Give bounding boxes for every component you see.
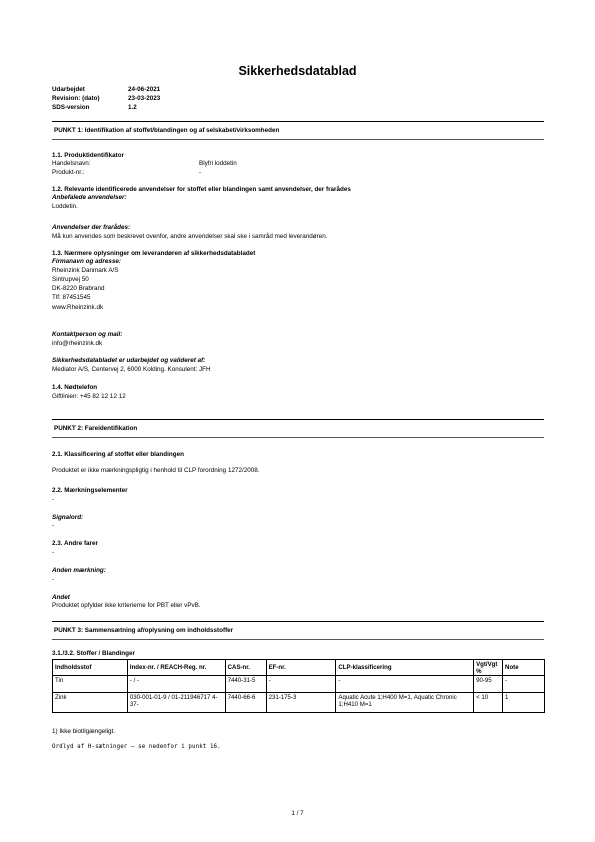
page-number: 1 / 7 [291,810,304,817]
subsection-title-2-3: 2.3. Andre farer [52,540,98,547]
section-rule [52,121,544,122]
subsection-title-1-4: 1.4. Nødtelefon [52,384,98,391]
advised-against-label: Anvendelser der frarådes: [52,224,131,231]
table-cell: 231-175-3 [266,693,336,713]
table-header-cell: CAS-nr. [225,660,266,676]
section-rule [52,437,544,438]
meta-label-prepared: Udarbejdet [52,86,85,93]
other-labelling-label: Anden mærkning: [52,567,106,574]
table-cell: 7440-31-5 [225,676,266,693]
prepared-by-value: Mediator A/S, Centervej 2, 6000 Kolding. Konsulent: JFH [52,366,211,373]
section-header-2: PUNKT 2: Fareidentifikation [54,425,138,432]
section-rule [52,419,544,420]
other-value: Produktet opfylder ikke kriterierne for PBT eller vPvB. [52,602,201,609]
subsection-title-2-2: 2.2. Mærkningselementer [52,487,128,494]
advised-against-value: Må kun anvendes som beskrevet ovenfor, andre anvendelser skal ske i samråd med leverandøren. [52,233,328,240]
recommended-uses-value: Loddetin. [52,203,78,210]
meta-label-version: SDS-version [52,104,90,111]
product-no-value: - [199,169,202,176]
table-cell: - [503,676,545,693]
document-title: Sikkerhedsdatablad [238,64,357,78]
table-cell: Tin [53,676,128,693]
table-row [53,693,545,713]
table-cell: 7440-66-6 [225,693,266,713]
section-header-1: PUNKT 1: Identifikation af stoffet/blandingen og af selskabet/virksomheden [54,127,280,134]
emergency-phone: Giftlinien: +45 82 12 12 12 [52,393,126,400]
subsection-title-1-2: 1.2. Relevante identificerede anvendelser for stoffet eller blandingen samt anvendelser, der frarådes [52,186,351,193]
meta-value-revision: 23-03-2023 [128,95,161,102]
composition-table [52,659,545,713]
trade-name-value: Blyfri loddetin [199,160,237,167]
table-header-cell: Indholdsstof [53,660,128,676]
table-cell: 90-95 [474,676,503,693]
company-line: DK-8220 Brabrand [52,285,105,292]
table-header-cell: EF-nr. [266,660,336,676]
table-header-cell: Index-nr. / REACH-Reg. nr. [127,660,225,676]
table-cell: - / - [127,676,225,693]
company-line: Rheinzink Danmark A/S [52,267,119,274]
section-rule [52,639,544,640]
product-no-label: Produkt-nr.: [52,169,85,176]
subsection-title-2-1: 2.1. Klassificering af stoffet eller blandingen [52,451,184,458]
table-cell: Zink [53,693,128,713]
contact-email: info@rheinzink.dk [52,340,103,347]
table-cell: - [266,676,336,693]
other-labelling-value: - [52,576,55,583]
table-header-cell: Note [503,660,545,676]
table-header-cell: CLP-klassificering [336,660,474,676]
meta-value-prepared: 24-06-2021 [128,86,161,93]
table-row [53,676,545,693]
table-cell: < 10 [474,693,503,713]
other-label: Andet [52,594,70,601]
section-rule [52,621,544,622]
contact-label: Kontaktperson og mail: [52,331,123,338]
h-statements-note: Ordlyd af H-sætninger – se nedenfor i punkt 16. [52,744,221,750]
classification-text: Produktet er ikke mærkningspligtig i henhold til CLP forordning 1272/2008. [52,467,260,474]
subsection-title-1-3: 1.3. Nærmere oplysninger om leverandøren af sikkerhedsdatabladet [52,250,256,257]
labelling-elements-value: - [52,496,55,503]
meta-label-revision: Revision: (dato) [52,95,100,102]
table-cell: - [336,676,474,693]
signal-word-value: - [52,522,55,529]
subsection-title-1-1: 1.1. Produktidentifikator [52,152,125,159]
meta-value-version: 1.2 [128,104,137,111]
recommended-uses-label: Anbefalede anvendelser: [52,194,127,201]
prepared-by-label: Sikkerhedsdatabladet er udarbejdet og valideret af: [52,357,206,364]
company-label: Firmanavn og adresse: [52,258,121,265]
company-line: Sintrupvej 50 [52,276,89,283]
table-header-cell: Vgt/Vgt % [474,660,503,676]
table-cell: Aquatic Acute 1;H400 M=1, Aquatic Chronic 1;H410 M=1 [336,693,474,713]
company-line: Tlf: 87451545 [52,294,91,301]
other-hazards-value: - [52,549,55,556]
table-cell: 030-001-01-9 / 01-211946717 4-37- [127,693,225,713]
table-cell: 1 [503,693,545,713]
trade-name-label: Handelsnavn: [52,160,91,167]
company-website: www.Rheinzink.dk [52,304,104,311]
section-rule [52,139,544,140]
signal-word-label: Signalord: [52,514,84,521]
table-footnote: 1) Ikke biotilgængeligt. [52,728,116,735]
section-header-3: PUNKT 3: Sammensætning af/oplysning om indholdsstoffer [54,627,234,634]
subsection-title-3: 3.1./3.2. Stoffer / Blandinger [52,650,135,657]
table-header-row [53,660,545,676]
